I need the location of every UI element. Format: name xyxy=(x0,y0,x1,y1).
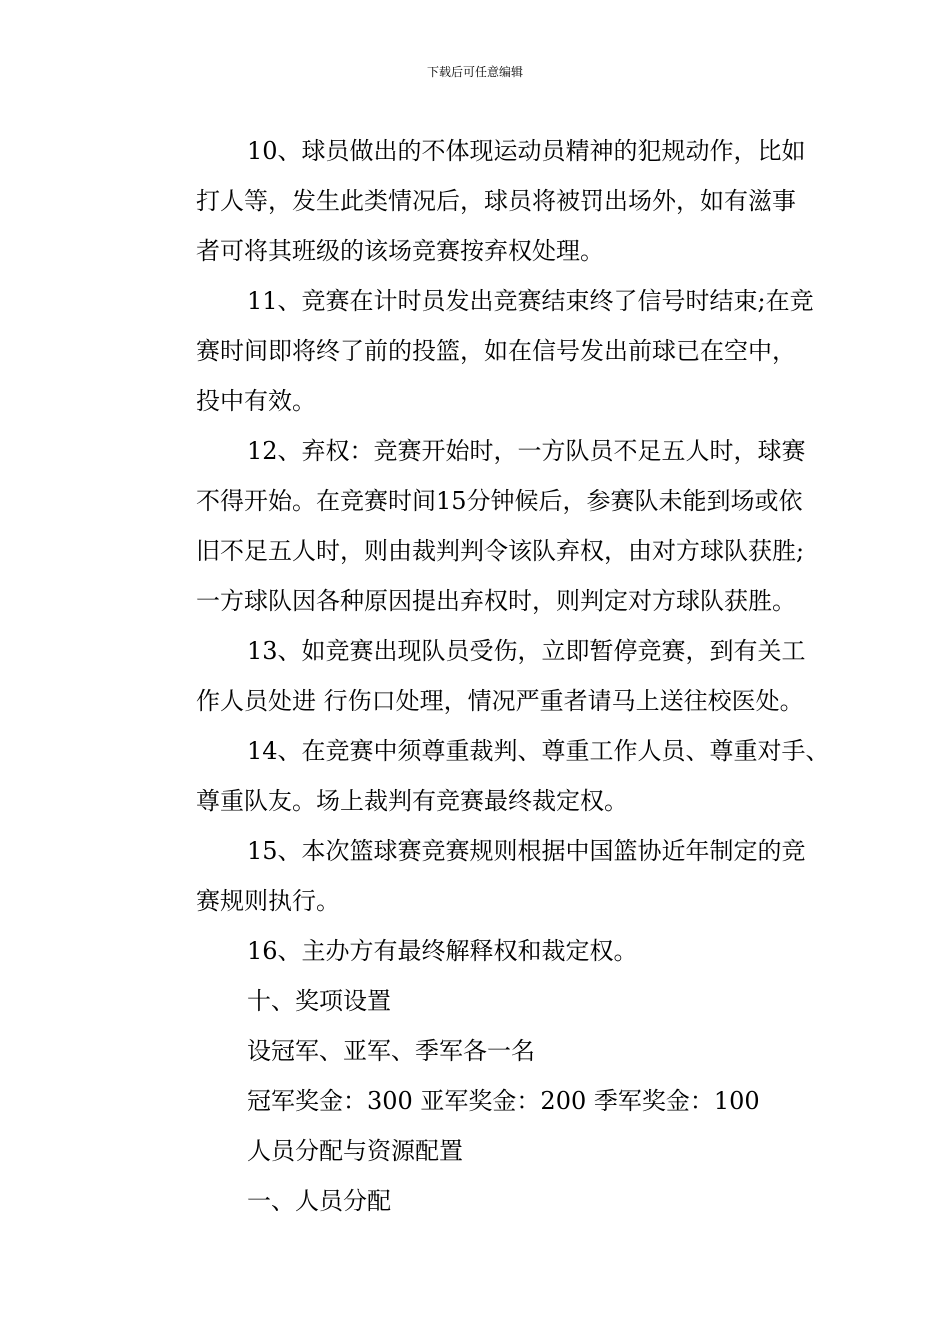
awards-prizes-paragraph xyxy=(145,1076,815,1126)
text-line: 15、本次篮球赛竞赛规则根据中国篮协近年制定的竞 xyxy=(247,837,806,865)
section-heading-staff xyxy=(145,1176,815,1226)
page-header: 下载后可任意编辑 xyxy=(426,65,523,79)
text-line: 11、竞赛在计时员发出竞赛结束终了信号时结束;在竞 xyxy=(247,287,814,315)
text-line: 作人员处进 行伤口处理，情况严重者请马上送往校医处。 xyxy=(196,687,804,715)
rule-15-paragraph xyxy=(145,826,815,926)
text-line: 尊重队友。场上裁判有竞赛最终裁定权。 xyxy=(196,787,628,815)
text-line: 不得开始。在竞赛时间15分钟候后，参赛队未能到场或依 xyxy=(196,487,803,515)
text-line: 赛时间即将终了前的投篮，如在信号发出前球已在空中， xyxy=(196,337,796,365)
document-body xyxy=(145,126,830,1226)
text-line: 十、奖项设置 xyxy=(247,987,391,1015)
text-line: 赛规则执行。 xyxy=(196,887,340,915)
text-line: 打人等，发生此类情况后，球员将被罚出场外，如有滋事 xyxy=(196,187,796,215)
text-line: 16、主办方有最终解释权和裁定权。 xyxy=(247,937,638,965)
rule-12-paragraph xyxy=(145,426,815,626)
text-line: 10、球员做出的不体现运动员精神的犯规动作，比如 xyxy=(247,137,806,165)
rule-14-paragraph xyxy=(145,726,830,826)
awards-list-paragraph xyxy=(145,1026,815,1076)
text-line: 投中有效。 xyxy=(196,387,316,415)
text-line: 人员分配与资源配置 xyxy=(247,1137,463,1165)
text-line: 14、在竞赛中须尊重裁判、尊重工作人员、尊重对手、 xyxy=(247,737,830,765)
rule-11-paragraph xyxy=(145,276,815,426)
rule-13-paragraph xyxy=(145,626,815,726)
text-line: 旧不足五人时，则由裁判判令该队弃权，由对方球队获胜; xyxy=(196,537,805,565)
heading-staff-resources xyxy=(145,1126,815,1176)
rule-10-paragraph xyxy=(145,126,815,276)
text-line: 13、如竞赛出现队员受伤，立即暂停竞赛，到有关工 xyxy=(247,637,806,665)
text-line: 冠军奖金：300 亚军奖金：200 季军奖金：100 xyxy=(247,1087,760,1115)
text-line: 一方球队因各种原因提出弃权时，则判定对方球队获胜。 xyxy=(196,587,796,615)
text-line: 一、人员分配 xyxy=(247,1187,391,1215)
rule-16-paragraph xyxy=(145,926,815,976)
text-line: 者可将其班级的该场竞赛按弃权处理。 xyxy=(196,237,604,265)
text-line: 12、弃权：竞赛开始时，一方队员不足五人时，球赛 xyxy=(247,437,806,465)
text-line: 设冠军、亚军、季军各一名 xyxy=(247,1037,535,1065)
section-heading-awards xyxy=(145,976,815,1026)
